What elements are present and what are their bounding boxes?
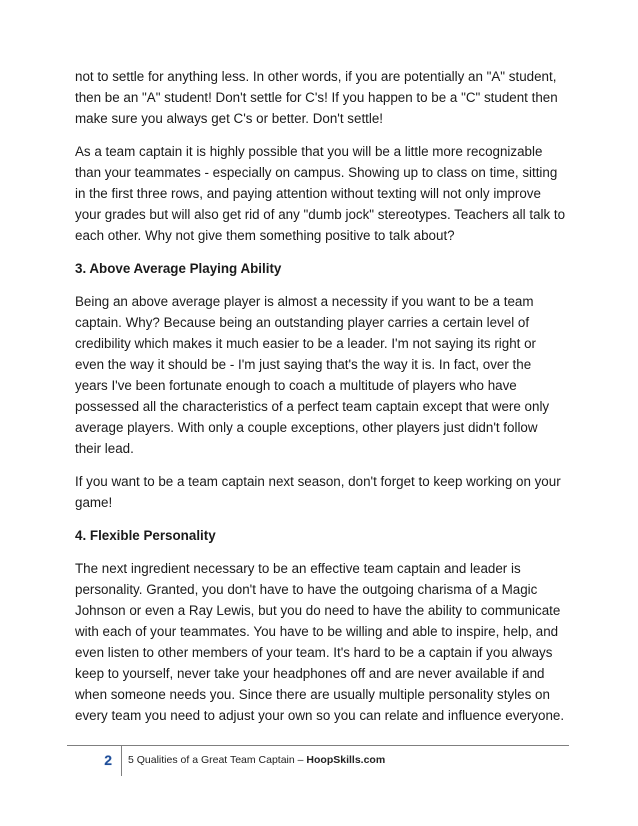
section-heading-personality: 4. Flexible Personality (75, 528, 216, 543)
page-number: 2 (67, 746, 122, 776)
section-heading-playing-ability: 3. Above Average Playing Ability (75, 261, 282, 276)
page-footer (67, 745, 569, 776)
paragraph-recognizable: As a team captain it is highly possible that you will be a little more recognizable than your teammates - especially on campus. Showing up to class on time, sitting in the first three rows, and paying attention without texting will not only improve your grades but will also get rid of any "dumb jock" stereotypes. Teachers all talk to each other. Why not give them something positive to talk about? (75, 144, 566, 243)
paragraph-personality: The next ingredient necessary to be an effective team captain and leader is personality. Granted, you don't have to have the outgoing charisma of a Magic Johnson or even a Ray Lewis, but you do need to have the ability to communicate with each of your teammates. You have to be willing and able to inspire, help, and even listen to other members of your team. It's hard to be a captain if you always keep to yourself, never take your headphones off and are never available if and when someone needs you. Since there are usually multiple personality styles on every team you need to adjust your own so you can relate and influence everyone. (75, 561, 565, 723)
paragraph-playing-ability: Being an above average player is almost a necessity if you want to be a team captain. Why? Because being an outstanding player carries a certain level of credibility which makes it much easier to be a leader. I'm not saying its right or even the way it should be - I'm just saying that's the way it is. In fact, over the years I've been fortunate enough to coach a multitude of players who have possessed all the characteristics of a perfect team captain except that were only average players. With only a couple exceptions, other players just didn't follow their lead. (75, 294, 550, 456)
footer-document-title: 5 Qualities of a Great Team Captain – (128, 754, 307, 766)
paragraph-keep-working: If you want to be a team captain next season, don't forget to keep working on your game! (75, 474, 561, 510)
page-body (75, 66, 567, 738)
footer-title (128, 754, 385, 766)
paragraph-academics-end: not to settle for anything less. In other words, if you are potentially an "A" student, then be an "A" student! Don't settle for C's! If you happen to be a "C" student then make sure you always get C's or better. Don't settle! (75, 69, 558, 126)
footer-site-name: HoopSkills.com (306, 754, 386, 766)
